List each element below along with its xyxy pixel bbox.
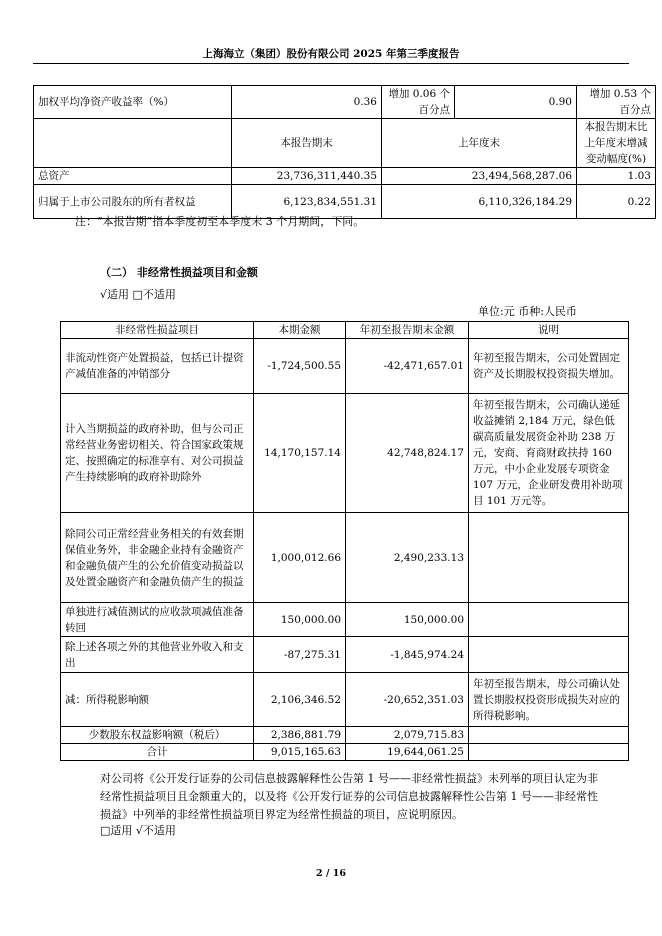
current-amount: 2,106,346.52	[254, 673, 346, 727]
non-recurring-items-table	[60, 321, 629, 761]
blank-header-cell	[34, 119, 232, 168]
col-current-end: 本报告期末	[232, 119, 382, 168]
roe-change-ytd: 增加 0.53 个百分点	[577, 86, 656, 119]
financial-indicators-table	[33, 85, 656, 219]
item-note	[469, 727, 629, 744]
table-row	[61, 513, 629, 603]
th-item: 非经常性损益项目	[61, 322, 254, 339]
item-label: 非流动性资产处置损益，包括已计提资产减值准备的冲销部分	[61, 339, 254, 394]
current-amount: 9,015,165.63	[254, 744, 346, 761]
item-note	[469, 513, 629, 603]
item-label: 除同公司正常经营业务相关的有效套期保值业务外，非金融企业持有金融资产和金融负债产生的公允价值变动损益以及处置金融资产和金融负债产生的损益	[61, 513, 254, 603]
report-period-note: 注：“本报告期”指本季度初至本季度末 3 个月期间，下同。	[75, 215, 365, 228]
table-row	[61, 637, 629, 673]
ytd-amount: 2,079,715.83	[346, 727, 469, 744]
item-label: 减：所得税影响额	[61, 673, 254, 727]
page-header: 上海海立（集团）股份有限公司 2025 年第三季度报告	[202, 48, 460, 60]
ytd-amount: -20,652,351.03	[346, 673, 469, 727]
item-note	[469, 744, 629, 761]
item-label: 合计	[61, 744, 254, 761]
col-prev-year-end: 上年度末	[382, 119, 577, 168]
ytd-amount: -42,471,657.01	[346, 339, 469, 394]
explanation-paragraph: 对公司将《公开发行证券的公司信息披露解释性公告第 1 号——非经常性损益》未列举的项目认定为非经常性损益项目且金额重大的，以及将《公开发行证券的公司信息披露解释性公告第 1 号——非经常性损益》中列举的非经常性损益项目界定为经常性损益的项目，应说明原因。	[100, 772, 598, 821]
item-label: 少数股东权益影响额（税后）	[61, 727, 254, 744]
table-row-total	[61, 744, 629, 761]
item-note	[469, 637, 629, 673]
roe-current: 0.36	[232, 86, 382, 119]
row-label: 归属于上市公司股东的所有者权益	[34, 185, 232, 219]
item-label: 计入当期损益的政府补助，但与公司正常经营业务密切相关、符合国家政策规定、按照确定的标准享有、对公司损益产生持续影响的政府补助除外	[61, 394, 254, 513]
row-prev: 23,494,568,287.06	[382, 168, 577, 185]
item-note: 年初至报告期末，公司确认递延收益摊销 2,184 万元，绿色低碳高质量发展资金补助 238 万元，安商、育商财政扶持 160 万元，中小企业发展专项资金 107 万元，企业研发费用补助项目 101 万元等。	[469, 394, 629, 513]
current-amount: -87,275.31	[254, 637, 346, 673]
th-current: 本期金额	[254, 322, 346, 339]
current-amount: 14,170,157.14	[254, 394, 346, 513]
section-title: （二） 非经常性损益项目和金额	[100, 266, 258, 279]
ytd-amount: 2,490,233.13	[346, 513, 469, 603]
roe-change-current: 增加 0.06 个百分点	[382, 86, 455, 119]
table-row	[61, 339, 629, 394]
row-prev: 6,110,326,184.29	[382, 185, 577, 219]
current-amount: -1,724,500.55	[254, 339, 346, 394]
table-row	[61, 673, 629, 727]
row-label: 总资产	[34, 168, 232, 185]
th-note: 说明	[469, 322, 629, 339]
th-ytd: 年初至报告期末金额	[346, 322, 469, 339]
unit-currency: 单位:元 币种:人民币	[478, 305, 577, 318]
header-divider	[33, 63, 629, 64]
col-change: 本报告期末比上年度末增减变动幅度(%)	[577, 119, 656, 168]
page-number: 2 / 16	[316, 868, 346, 879]
row-change: 1.03	[577, 168, 656, 185]
item-note: 年初至报告期末，公司处置固定资产及长期股权投资损失增加。	[469, 339, 629, 394]
current-amount: 150,000.00	[254, 603, 346, 637]
item-note	[469, 603, 629, 637]
row-current: 23,736,311,440.35	[232, 168, 382, 185]
item-note: 年初至报告期末，母公司确认处置长期股权投资形成损失对应的所得税影响。	[469, 673, 629, 727]
ytd-amount: 42,748,824.17	[346, 394, 469, 513]
table-row	[61, 394, 629, 513]
ytd-amount: -1,845,974.24	[346, 637, 469, 673]
ytd-amount: 150,000.00	[346, 603, 469, 637]
applicable-checkbox-2: □适用 √不适用	[100, 824, 176, 837]
row-current: 6,123,834,551.31	[232, 185, 382, 219]
applicable-checkbox-1: √适用 □不适用	[100, 288, 176, 301]
table-row	[61, 727, 629, 744]
roe-label: 加权平均净资产收益率（%）	[34, 86, 232, 119]
item-label: 除上述各项之外的其他营业外收入和支出	[61, 637, 254, 673]
item-label: 单独进行减值测试的应收款项减值准备转回	[61, 603, 254, 637]
ytd-amount: 19,644,061.25	[346, 744, 469, 761]
current-amount: 1,000,012.66	[254, 513, 346, 603]
roe-ytd: 0.90	[455, 86, 577, 119]
row-change: 0.22	[577, 185, 656, 219]
table-row	[61, 603, 629, 637]
current-amount: 2,386,881.79	[254, 727, 346, 744]
